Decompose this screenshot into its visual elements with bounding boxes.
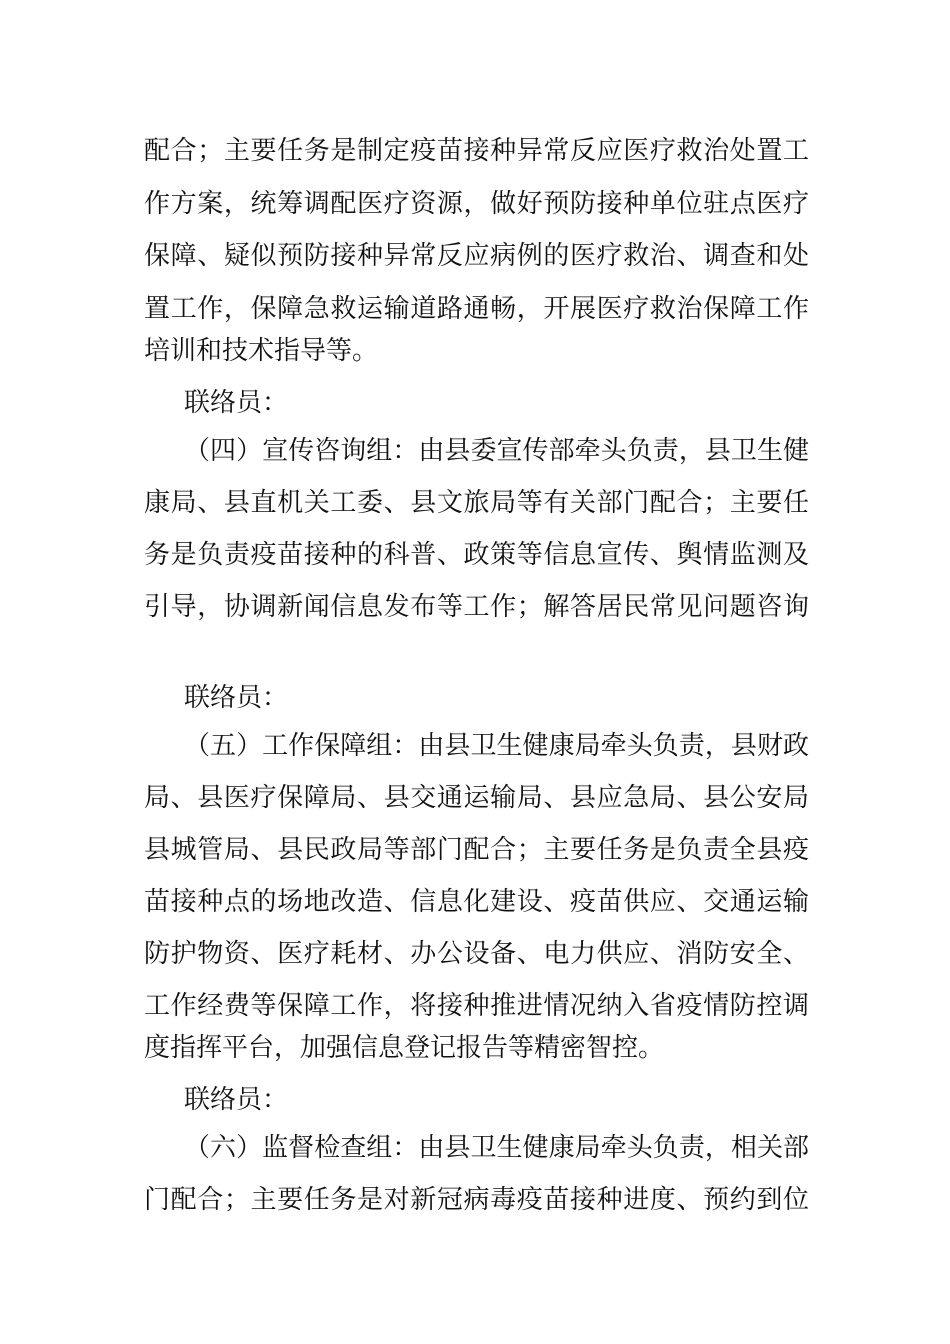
liaison-label: 联络员： [184,683,289,713]
paragraph-line: 务是负责疫苗接种的科普、政策等信息宣传、舆情监测及 [144,540,809,570]
paragraph-line: 苗接种点的场地改造、信息化建设、疫苗供应、交通运输 [144,887,809,917]
paragraph-line: 县城管局、县民政局等部门配合；主要任务是负责全县疫 [144,835,809,865]
paragraph-line: 防护物资、医疗耗材、办公设备、电力供应、消防安全、 [144,939,809,969]
liaison-label: 联络员： [184,388,289,418]
paragraph-line: 培训和技术指导等。 [144,336,379,366]
liaison-label: 联络员： [184,1085,289,1115]
paragraph-line: 局、县医疗保障局、县交通运输局、县应急局、县公安局 [144,783,809,813]
paragraph-line: 门配合；主要任务是对新冠病毒疫苗接种进度、预约到位 [144,1185,809,1215]
paragraph-line: 保障、疑似预防接种异常反应病例的医疗救治、调查和处 [144,241,809,271]
paragraph-line: 引导，协调新闻信息发布等工作；解答居民常见问题咨询 [144,592,809,622]
section-heading-line: （六）监督检查组：由县卫生健康局牵头负责，相关部 [184,1133,809,1163]
section-heading-line: （五）工作保障组：由县卫生健康局牵头负责，县财政 [184,731,809,761]
paragraph-line: 康局、县直机关工委、县文旅局等有关部门配合；主要任 [144,488,809,518]
paragraph-line: 作方案，统筹调配医疗资源，做好预防接种单位驻点医疗 [144,189,809,219]
paragraph-line: 配合；主要任务是制定疫苗接种异常反应医疗救治处置工 [144,136,809,166]
section-heading-line: （四）宣传咨询组：由县委宣传部牵头负责，县卫生健 [184,436,809,466]
paragraph-line: 工作经费等保障工作，将接种推进情况纳入省疫情防控调 [144,991,809,1021]
paragraph-line: 置工作，保障急救运输道路通畅，开展医疗救治保障工作 [144,294,809,324]
paragraph-line: 度指挥平台，加强信息登记报告等精密智控。 [144,1033,665,1063]
